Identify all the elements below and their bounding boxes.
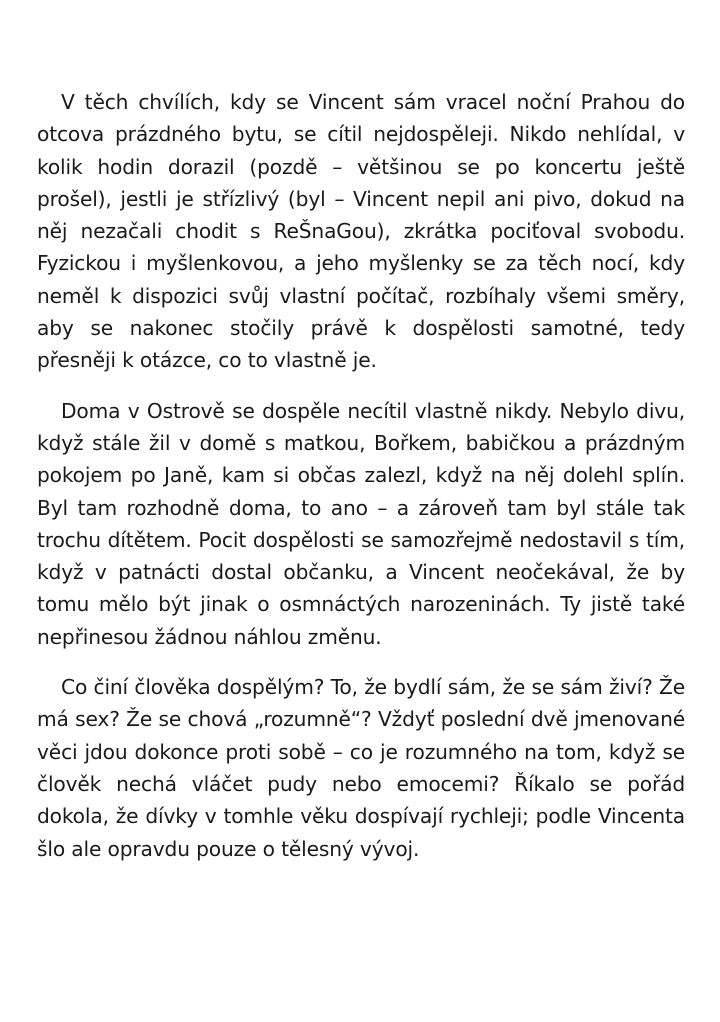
- paragraph-2: Doma v Ostrově se dospěle necítil vlastně nikdy. Nebylo divu, když stále žil v domě s matkou, Bořkem, babičkou a prázdným pokojem po Janě, kam si občas zalezl, když na něj dolehl splín. Byl tam rozhodně doma, to ano – a zároveň tam byl stále tak trochu dítětem. Pocit dospělosti se samozřejmě nedostavil s tím, když v patnácti dostal občanku, a Vincent neočekával, že by tomu mělo být jinak o osmnáctých narozeninách. Ty jistě také nepřinesou žádnou náhlou změnu.: [37, 398, 685, 649]
- paragraph-3: Co činí člověka dospělým? To, že bydlí sám, že se sám živí? Že má sex? Že se chová „rozumně“? Vždyť poslední dvě jmenované věci jdou dokonce proti sobě – co je rozumného na tom, když se člověk nechá vláčet pudy nebo emocemi? Říkalo se pořád dokola, že dívky v tomhle věku dospívají rychleji; podle Vincenta šlo ale opravdu pouze o tělesný vývoj.: [37, 675, 685, 861]
- document-page: [37, 86, 685, 883]
- paragraph-1: V těch chvílích, kdy se Vincent sám vracel noční Prahou do otcova prázdného bytu, se cítil nejdospěleji. Nikdo nehlídal, v kolik hodin dorazil (pozdě – většinou se po koncertu ještě prošel), jestli je střízlivý (byl – Vincent nepil ani pivo, dokud na něj nezačali chodit s ReŠnaGou), zkrátka pociťoval svobodu. Fyzickou i myšlenkovou, a jeho myšlenky se za těch nocí, kdy neměl k dispozici svůj vlastní počítač, rozbíhaly všemi směry, aby se nakonec stočily právě k dospělosti samotné, tedy přesněji k otázce, co to vlastně je.: [37, 90, 685, 373]
